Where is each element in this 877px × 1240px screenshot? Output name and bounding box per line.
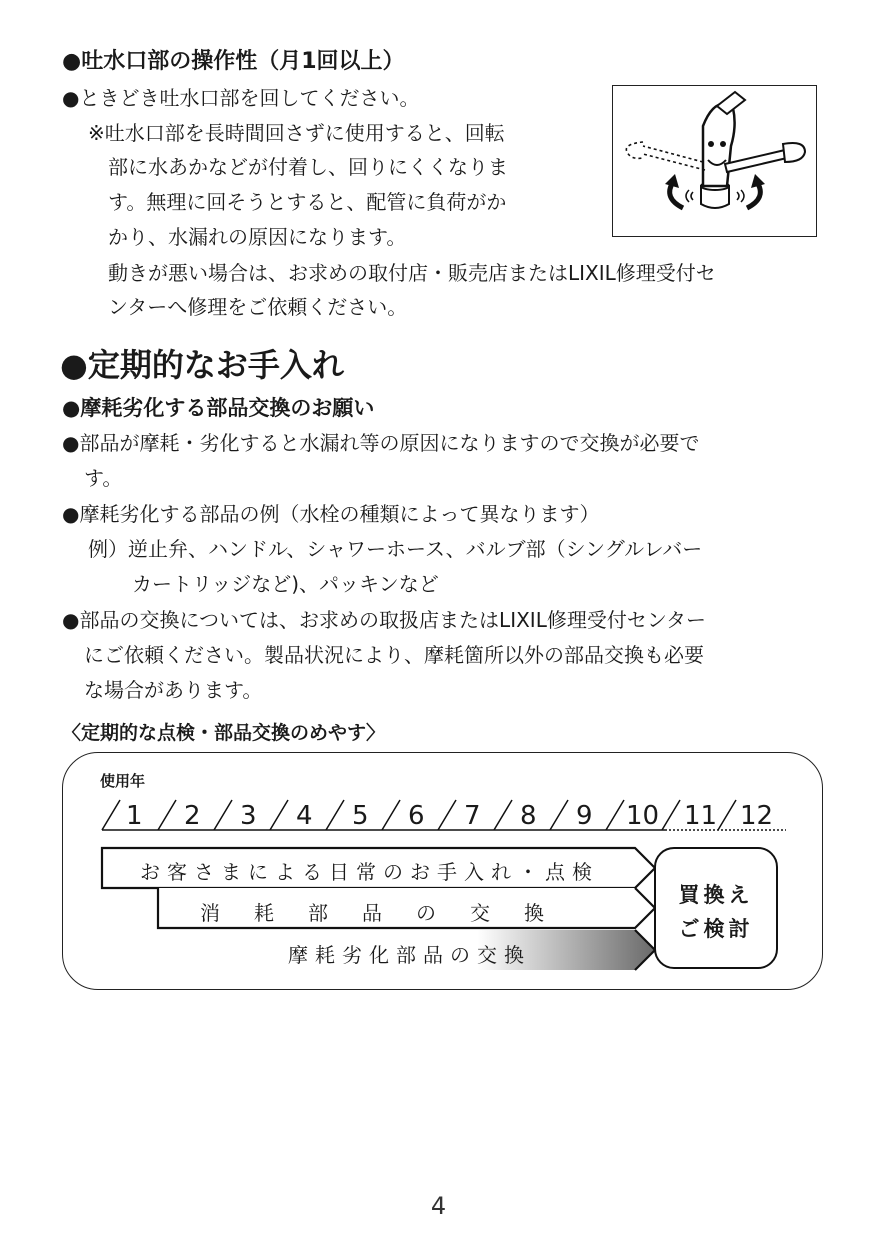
row-daily-care: お客さまによる日常のお手入れ・点検 [140, 860, 599, 884]
body-line: ●部品が摩耗・劣化すると水漏れ等の原因になりますので交換が必要で [62, 431, 700, 455]
note-line: ンターへ修理をご依頼ください。 [108, 295, 408, 319]
note-line: 部に水あかなどが付着し、回りにくくなりま [108, 155, 508, 179]
note-line: かり、水漏れの原因になります。 [108, 225, 407, 249]
body-line: にご依頼ください。製品状況により、摩耗箇所以外の部品交換も必要 [84, 643, 704, 667]
body-line: ●部品の交換については、お求めの取扱店またはLIXIL修理受付センター [62, 608, 707, 632]
year-6: 6 [408, 801, 425, 831]
year-2: 2 [184, 801, 201, 831]
section-title-spout: ●吐水口部の操作性（月1回以上） [62, 49, 405, 74]
year-9: 9 [576, 801, 593, 831]
year-label: 使用年 [100, 772, 146, 790]
guide-title: 〈定期的な点検・部品交換のめやす〉 [62, 722, 386, 744]
faucet-illustration [612, 85, 817, 237]
row-consumables: 消 耗 部 品 の 交 換 [200, 901, 551, 925]
final-line-1: 買換え [678, 883, 754, 907]
subsection-title-parts: ●摩耗劣化する部品交換のお願い [62, 396, 375, 420]
year-5: 5 [352, 801, 369, 831]
bullet-rotate-spout: ●ときどき吐水口部を回してください。 [62, 86, 420, 110]
final-line-2: ご検討 [678, 917, 754, 941]
body-line: ●摩耗劣化する部品の例（水栓の種類によって異なります） [62, 502, 600, 526]
replacement-consider-box [654, 847, 778, 969]
note-line: ※吐水口部を長時間回さずに使用すると、回転 [88, 121, 505, 145]
note-line: す。無理に回そうとすると、配管に負荷がか [108, 190, 507, 214]
year-3: 3 [240, 801, 257, 831]
body-line: す。 [84, 466, 123, 490]
year-1: 1 [126, 801, 143, 831]
body-line: な場合があります。 [84, 678, 263, 702]
year-12: 12 [740, 801, 774, 831]
section-title-maintenance: ●定期的なお手入れ [60, 346, 344, 384]
body-line: カートリッジなど)、パッキンなど [132, 572, 439, 596]
year-8: 8 [520, 801, 537, 831]
row-worn-parts: 摩耗劣化部品の交換 [288, 943, 531, 967]
year-11: 11 [684, 801, 718, 831]
year-4: 4 [296, 801, 313, 831]
page-number: 4 [430, 1192, 447, 1220]
year-scale [100, 796, 790, 836]
year-7: 7 [464, 801, 481, 831]
body-line: 例）逆止弁、ハンドル、シャワーホース、バルブ部（シングルレバー [88, 537, 703, 561]
note-line: 動きが悪い場合は、お求めの取付店・販売店またはLIXIL修理受付セ [108, 261, 716, 285]
faucet-icon [613, 86, 815, 235]
year-10: 10 [626, 801, 660, 831]
